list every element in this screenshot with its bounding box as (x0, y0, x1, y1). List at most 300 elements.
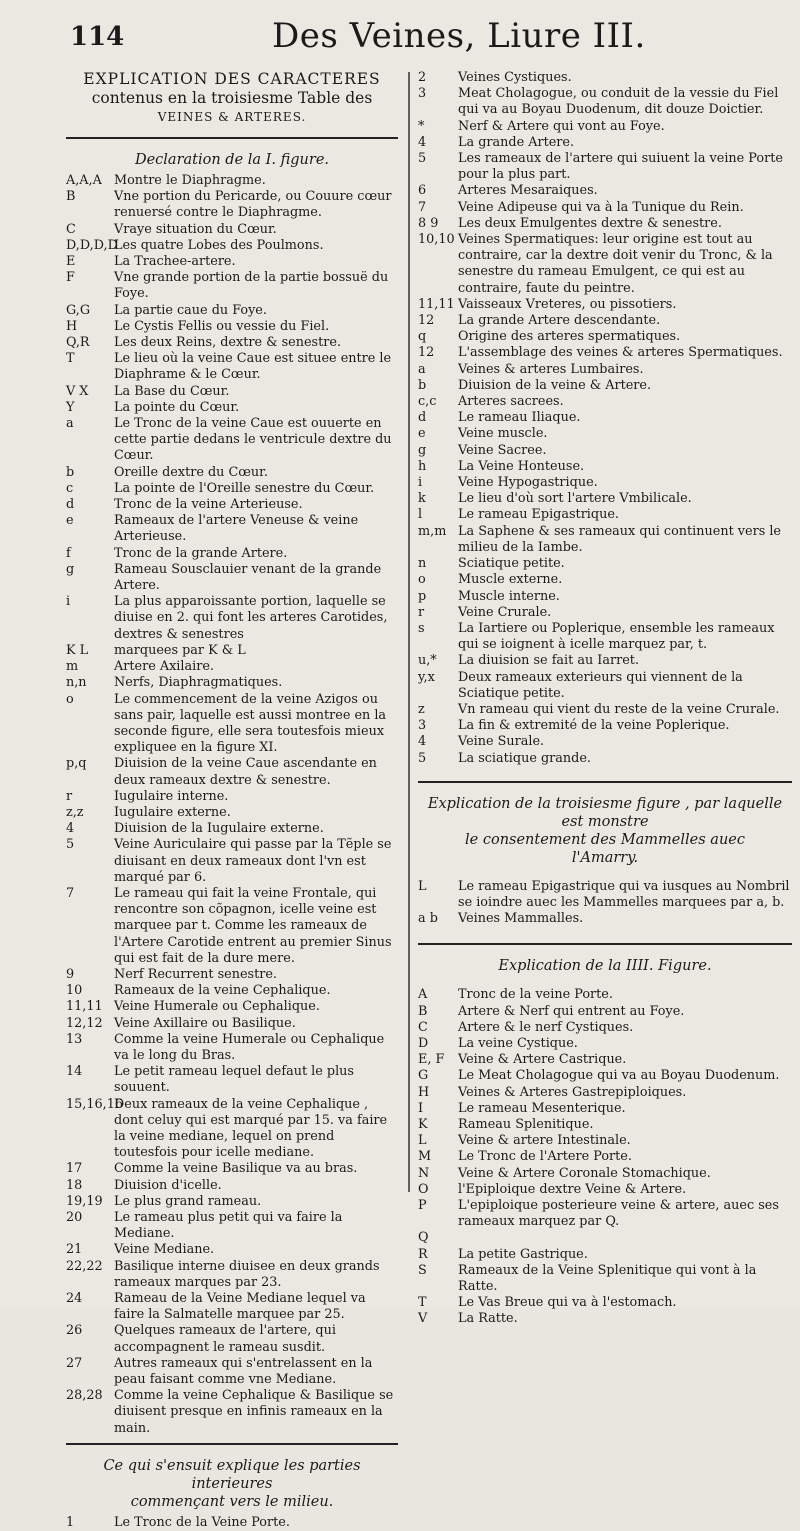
divider-rule (66, 137, 398, 139)
entry-text: Le Cystis Fellis ou vessie du Fiel. (114, 318, 330, 334)
entry-key: Q,R (66, 335, 90, 351)
entry-text: Veine Crurale. (458, 604, 552, 620)
entry-text: Vn rameau qui vient du reste de la veine Crurale. (458, 701, 780, 717)
entry-row (418, 443, 792, 459)
entry-row (418, 987, 792, 1003)
entry-text: Le rameau Iliaque. (458, 410, 581, 426)
entry-key: 4 (418, 134, 427, 150)
entry-row (418, 200, 792, 216)
entry-text: l'Epiploique dextre Veine & Artere. (458, 1181, 687, 1197)
entry-row (66, 562, 398, 594)
entry-text: Vaisseaux Vreteres, ou pissotiers. (458, 296, 677, 312)
entry-row (418, 1149, 792, 1165)
entry-key: 6 (418, 183, 427, 199)
entry-text: La grande Artere descendante. (458, 313, 661, 329)
entry-row (66, 1097, 398, 1162)
entry-text: Veine Humerale ou Cephalique. (114, 999, 320, 1015)
entry-key: c,c (418, 394, 437, 410)
entry-text: Deux rameaux exterieurs qui viennent de la Sciatique petite. (458, 669, 743, 701)
entry-row (66, 1259, 398, 1291)
entry-row (418, 1036, 792, 1052)
entry-text: Diuision de la Iugulaire externe. (114, 821, 324, 837)
entry-row (418, 621, 792, 653)
entry-row (66, 335, 398, 351)
entry-text: Veine Adipeuse qui va à la Tunique du Rein. (458, 199, 744, 215)
entry-key: 1 (66, 1514, 75, 1530)
entry-key: r (66, 788, 73, 804)
right-column (418, 70, 792, 1328)
entry-key: l (418, 507, 423, 523)
divider-rule (418, 943, 792, 945)
entry-key: M (418, 1149, 432, 1165)
entry-row (66, 1210, 398, 1242)
entry-row (418, 232, 792, 297)
entry-key: p (418, 588, 427, 604)
entry-text: Les deux Reins, dextre & senestre. (114, 335, 342, 351)
entry-row (418, 670, 792, 702)
entry-key: O (418, 1181, 429, 1197)
entry-key: P (418, 1197, 427, 1213)
entry-row (418, 345, 792, 361)
entry-row (66, 1194, 398, 1210)
entry-row (418, 1247, 792, 1263)
entry-key: D,D,D,D (66, 237, 118, 253)
entry-key: o (66, 691, 74, 707)
entry-key: i (66, 594, 71, 610)
entry-key: 11,11 (66, 999, 103, 1015)
entry-key: 12 (418, 345, 435, 361)
entry-key: 15,16,16 (66, 1096, 123, 1112)
entry-text: Comme la veine Humerale ou Cephalique va le long du Bras. (114, 1031, 385, 1063)
entry-key: T (66, 351, 75, 367)
entry-text: Veines & arteres Lumbaires. (458, 361, 644, 377)
entry-row (66, 546, 398, 562)
entry-text: Veine & Artere Coronale Stomachique. (458, 1165, 711, 1181)
entry-key: 10,10 (418, 232, 455, 248)
entry-text: Deux rameaux de la veine Cephalique , dont celuy qui est marqué par 15. va faire la veine mediane, lequel on prend toutesfois pour icelle mediane. (114, 1096, 388, 1161)
entry-text: Veine & Artere Castrique. (458, 1052, 627, 1068)
entry-key: 7 (66, 885, 75, 901)
entry-row (418, 1182, 792, 1198)
entry-key: z (418, 701, 425, 717)
entry-key: Q (418, 1230, 429, 1246)
entry-row (66, 805, 398, 821)
entry-text: Rameau Sousclauier venant de la grande Artere. (114, 561, 382, 594)
entry-row (66, 173, 398, 189)
entry-text: La plus apparoissante portion, laquelle se diuise en 2. qui font les arteres Carotides, dextres & senestres (114, 594, 388, 642)
section-title-line: Ce qui s'ensuit explique les parties interieures (103, 1457, 361, 1492)
entry-row (418, 702, 792, 718)
heading-line: EXPLICATION DES CARACTERES (83, 70, 381, 88)
entry-row (418, 605, 792, 621)
entry-key: d (66, 497, 75, 513)
entry-row (66, 675, 398, 691)
entry-text: La pointe du Cœur. (114, 399, 240, 415)
entry-text: marquees par K & L (114, 642, 246, 658)
entry-text: Le rameau plus petit qui va faire la Mediane. (114, 1210, 343, 1242)
entry-text: Veine muscle. (458, 426, 548, 442)
entry-text: Veine Mediane. (114, 1242, 215, 1258)
entry-key: G,G (66, 302, 91, 318)
entry-text: Les deux Emulgentes dextre & senestre. (458, 215, 722, 231)
entry-text: Le Tronc de la Veine Porte. (114, 1514, 290, 1530)
entry-list (66, 1515, 398, 1531)
entry-row (418, 394, 792, 410)
entry-row (418, 216, 792, 232)
entry-key: 27 (66, 1355, 83, 1371)
entry-text: Les rameaux de l'artere qui suiuent la veine Porte pour la plus part. (458, 151, 783, 183)
entry-row (418, 734, 792, 750)
section-title-line: Explication de la troisiesme figure , par laquelle est monstre (427, 795, 783, 830)
entry-text: Veine Surale. (458, 734, 545, 750)
entry-key: C (66, 221, 76, 237)
entry-text: Tronc de la veine Arterieuse. (114, 497, 303, 513)
entry-text: Veines & Arteres Gastrepiploiques. (458, 1084, 687, 1100)
entry-row (418, 86, 792, 118)
entry-text: Artere Axilaire. (114, 659, 214, 675)
section-title (66, 1457, 398, 1511)
entry-key: 4 (66, 821, 75, 837)
entry-row (418, 572, 792, 588)
entry-row (66, 270, 398, 302)
entry-row (418, 362, 792, 378)
entry-row (418, 1166, 792, 1182)
entry-key: 4 (418, 734, 427, 750)
entry-row (418, 313, 792, 329)
entry-list (66, 173, 398, 1437)
entry-row (66, 1016, 398, 1032)
entry-row (66, 416, 398, 465)
entry-text: La partie caue du Foye. (114, 302, 267, 318)
entry-key: K L (66, 642, 89, 658)
entry-text: Origine des arteres spermatiques. (458, 329, 681, 345)
entry-key: k (418, 491, 426, 507)
entry-text: Iugulaire interne. (114, 788, 229, 804)
entry-row (66, 1161, 398, 1177)
section-title-line: le consentement des Mammelles auec (465, 831, 745, 848)
entry-text: Le lieu d'où sort l'artere Vmbilicale. (458, 491, 692, 507)
entry-row (418, 1085, 792, 1101)
entry-key: g (66, 561, 75, 577)
running-head: Des Veines, Liure III. (272, 16, 646, 56)
entry-text: Le Vas Breue qui va à l'estomach. (458, 1295, 677, 1311)
entry-text: Montre le Diaphragme. (114, 173, 266, 188)
entry-key: N (418, 1165, 430, 1181)
entry-row (418, 1004, 792, 1020)
entry-text: Le Meat Cholagogue qui va au Boyau Duodenum. (458, 1068, 780, 1084)
entry-text: Autres rameaux qui s'entrelassent en la peau faisant comme vne Mediane. (114, 1355, 373, 1388)
entry-key: K (418, 1116, 428, 1132)
entry-text: La grande Artere. (458, 134, 575, 150)
entry-key: d (418, 410, 427, 426)
entry-key: E, F (418, 1052, 445, 1068)
entry-text: Veine Auriculaire qui passe par la Tẽple se diuisant en deux rameaux dont l'vn est marqué par 6. (114, 837, 392, 885)
entry-row (418, 410, 792, 426)
entry-text: Le plus grand rameau. (114, 1193, 262, 1209)
entry-key: e (66, 513, 74, 529)
section-title-line: l'Amarry. (571, 849, 639, 866)
entry-key: 3 (418, 86, 427, 102)
entry-text: Vraye situation du Cœur. (114, 221, 277, 237)
entry-text (458, 1230, 792, 1246)
entry-text: Diuision de la veine & Artere. (458, 377, 652, 393)
entry-key: * (418, 118, 425, 134)
entry-row (66, 1064, 398, 1096)
entry-row (66, 384, 398, 400)
entry-row (66, 319, 398, 335)
entry-row (418, 119, 792, 135)
entry-key: a (66, 416, 74, 432)
entry-key: 5 (418, 750, 427, 766)
entry-row (418, 1295, 792, 1311)
entry-key: p,q (66, 756, 87, 772)
entry-row (66, 789, 398, 805)
entry-key: 28,28 (66, 1388, 103, 1404)
entry-text: L'assemblage des veines & arteres Spermatiques. (458, 345, 783, 361)
divider-rule (418, 781, 792, 783)
entry-text: Le Tronc de la veine Caue est ouuerte en cette partie dedans le ventricule dextre du Cœur. (114, 416, 392, 464)
entry-text: La sciatique grande. (458, 750, 591, 766)
entry-row (418, 556, 792, 572)
entry-key: g (418, 442, 427, 458)
entry-row (66, 1515, 398, 1531)
entry-row (66, 222, 398, 238)
entry-row (418, 718, 792, 734)
entry-key: F (66, 270, 75, 286)
entry-row (418, 70, 792, 86)
entry-key: R (418, 1246, 428, 1262)
entry-text: Veines Mammalles. (458, 911, 584, 927)
entry-text: La Saphene & ses rameaux qui continuent vers le milieu de la Iambe. (458, 523, 781, 555)
entry-key: z,z (66, 804, 84, 820)
entry-key: 19,19 (66, 1193, 103, 1209)
entry-row (418, 1133, 792, 1149)
entry-key: V X (66, 383, 89, 399)
entry-key: e (418, 426, 426, 442)
entry-row (418, 524, 792, 556)
entry-text: Veine Hypogastrique. (458, 475, 598, 491)
entry-key: 12 (418, 313, 435, 329)
entry-key: r (418, 604, 425, 620)
entry-key: D (418, 1035, 429, 1051)
entry-row (66, 659, 398, 675)
entry-key: y,x (418, 669, 435, 685)
entry-text: Rameau Splenitique. (458, 1116, 594, 1132)
left-column (66, 70, 398, 1531)
entry-text: Tronc de la veine Porte. (458, 987, 613, 1003)
entry-row (418, 1101, 792, 1117)
entry-key: h (418, 458, 427, 474)
entry-row (418, 751, 792, 767)
entry-row (418, 183, 792, 199)
heading-line: contenus en la troisiesme Table des (91, 89, 373, 107)
entry-key: 8 9 (418, 215, 439, 231)
entry-key: H (66, 318, 78, 334)
entry-text: Le Tronc de l'Artere Porte. (458, 1149, 632, 1165)
entry-key: 11,11 (418, 296, 455, 312)
heading-line: VEINES & ARTERES. (157, 110, 307, 124)
entry-row (418, 879, 792, 911)
entry-key: 7 (418, 199, 427, 215)
entry-list (418, 879, 792, 928)
entry-text: Veines Cystiques. (458, 70, 572, 85)
entry-row (418, 1263, 792, 1295)
entry-text: Diuision de la veine Caue ascendante en deux rameaux dextre & senestre. (114, 756, 377, 788)
entry-key: 5 (66, 837, 75, 853)
entry-text: Veine Axillaire ou Basilique. (114, 1015, 296, 1031)
entry-text: Le commencement de la veine Azigos ou sans pair, laquelle est aussi montree en la seconde figure, elle sera toutesfois mieux expliquee en la figure XI. (114, 691, 387, 756)
entry-key: 3 (418, 718, 427, 734)
entry-row (66, 351, 398, 383)
entry-row (66, 692, 398, 757)
entry-row (418, 507, 792, 523)
entry-text: Nerf & Artere qui vont au Foye. (458, 118, 665, 134)
entry-text: Artere & le nerf Cystiques. (458, 1019, 634, 1035)
entry-text: La pointe de l'Oreille senestre du Cœur. (114, 480, 375, 496)
entry-row (66, 1388, 398, 1437)
entry-row (418, 1117, 792, 1133)
entry-text: La diuision se fait au Iarret. (458, 653, 640, 669)
entry-text: Le rameau Epigastrique. (458, 507, 619, 523)
entry-text: La petite Gastrique. (458, 1246, 588, 1262)
entry-row (418, 297, 792, 313)
entry-key: 24 (66, 1291, 83, 1307)
entry-key: H (418, 1084, 430, 1100)
entry-key: 22,22 (66, 1258, 103, 1274)
entry-text: La Iartiere ou Poplerique, ensemble les rameaux qui se ioignent à icelle marquez par, t. (458, 620, 775, 653)
entry-row (66, 756, 398, 788)
entry-row (418, 426, 792, 442)
entry-key: f (66, 545, 71, 561)
entry-row (418, 1020, 792, 1036)
entry-row (66, 1323, 398, 1355)
entry-row (66, 1356, 398, 1388)
entry-key: b (418, 377, 427, 393)
entry-key: B (66, 189, 76, 205)
entry-text: Veines Spermatiques: leur origine est tout au contraire, car la dextre doit venir du Tronc, & la senestre du rameau Emulgent, ce qui est au contraire, faute du peintre. (458, 232, 773, 296)
entry-text: Nerfs, Diaphragmatiques. (114, 675, 283, 691)
entry-row (66, 594, 398, 643)
entry-row (66, 497, 398, 513)
entry-key: 2 (418, 70, 427, 85)
entry-text: Artere & Nerf qui entrent au Foye. (458, 1003, 685, 1019)
entry-key: 20 (66, 1210, 83, 1225)
entry-row (418, 329, 792, 345)
page-number: 114 (70, 22, 125, 52)
entry-key: 26 (66, 1323, 83, 1339)
entry-key: i (418, 475, 423, 491)
entry-list (418, 987, 792, 1327)
entry-text: Comme la veine Cephalique & Basilique se diuisent presque en infinis rameaux en la main. (114, 1388, 394, 1436)
entry-list (418, 70, 792, 767)
entry-key: 10 (66, 983, 83, 999)
entry-text: Veine Sacree. (458, 442, 547, 458)
entry-key: E (66, 254, 76, 270)
entry-key: c (66, 480, 74, 496)
entry-row (66, 1242, 398, 1258)
entry-row (66, 513, 398, 545)
entry-text: Oreille dextre du Cœur. (114, 464, 268, 480)
entry-text: Le rameau Mesenterique. (458, 1100, 626, 1116)
entry-row (66, 983, 398, 999)
entry-row (418, 378, 792, 394)
entry-key: T (418, 1295, 427, 1311)
entry-row (418, 1198, 792, 1230)
entry-row (418, 459, 792, 475)
section-title: Explication de la IIII. Figure. (498, 958, 712, 975)
entry-row (418, 911, 792, 927)
entry-text: Rameaux de la Veine Splenitique qui vont à la Ratte. (458, 1262, 757, 1294)
entry-text: Arteres Mesaraiques. (458, 183, 598, 199)
entry-row (66, 465, 398, 481)
entry-text: Comme la veine Basilique va au bras. (114, 1161, 358, 1177)
entry-text: Arteres sacrees. (458, 394, 564, 410)
entry-row (66, 837, 398, 886)
entry-key: 5 (418, 151, 427, 167)
entry-key: S (418, 1262, 427, 1278)
entry-key: C (418, 1019, 428, 1035)
entry-key: I (418, 1100, 424, 1116)
entry-text: Muscle interne. (458, 588, 560, 604)
entry-key: 14 (66, 1064, 83, 1080)
entry-key: 9 (66, 966, 75, 982)
entry-key: 17 (66, 1161, 83, 1177)
section-title: Declaration de la I. figure. (134, 152, 330, 168)
entry-text: Le rameau Epigastrique qui va iusques au Nombril se ioindre auec les Mammelles marquees par a, b. (458, 878, 790, 910)
entry-text: Iugulaire externe. (114, 804, 231, 820)
entry-row (66, 238, 398, 254)
entry-key: a (418, 361, 426, 377)
entry-key: b (66, 464, 75, 480)
entry-text: Quelques rameaux de l'artere, qui accompagnent le rameau susdit. (114, 1323, 336, 1355)
entry-key: a b (418, 911, 438, 927)
entry-text: Vne grande portion de la partie bossuë du Foye. (114, 270, 389, 302)
entry-key: n (418, 556, 427, 572)
entry-row (66, 254, 398, 270)
entry-text: La Ratte. (458, 1311, 518, 1327)
entry-key: o (418, 572, 426, 588)
entry-text: L'epiploique posterieure veine & artere, auec ses rameaux marquez par Q. (458, 1197, 779, 1230)
entry-key: 18 (66, 1177, 83, 1193)
entry-text: Diuision d'icelle. (114, 1177, 222, 1193)
entry-text: Sciatique petite. (458, 556, 565, 572)
entry-row (66, 1178, 398, 1194)
entry-text: Le lieu où la veine Caue est situee entre le Diaphrame & le Cœur. (114, 351, 392, 383)
entry-text: Les quatre Lobes des Poulmons. (114, 237, 324, 253)
entry-row (66, 400, 398, 416)
entry-text: Le rameau qui fait la veine Frontale, qui rencontre son cõpagnon, icelle veine est marquee par t. Comme les rameaux de l'Artere Carotide entrent au premier Sinus qui est fait de la dure mere. (114, 885, 392, 966)
entry-text: Vne portion du Pericarde, ou Couure cœur renuersé contre le Diaphragme. (114, 189, 392, 221)
entry-row (418, 1068, 792, 1084)
column-divider (408, 72, 410, 1192)
entry-key: A (418, 987, 428, 1003)
entry-row (66, 967, 398, 983)
entry-text: Meat Cholagogue, ou conduit de la vessie du Fiel qui va au Boyau Duodenum, dit douze Doictier. (458, 86, 779, 118)
entry-key: Y (66, 399, 75, 415)
entry-row (66, 1291, 398, 1323)
entry-row (418, 491, 792, 507)
entry-text: Rameau de la Veine Mediane lequel va faire la Salmatelle marquee par 25. (114, 1291, 366, 1323)
entry-row (66, 481, 398, 497)
entry-text: Nerf Recurrent senestre. (114, 966, 277, 982)
entry-row (418, 1230, 792, 1246)
entry-row (418, 1052, 792, 1068)
left-heading (66, 70, 398, 127)
entry-row (66, 189, 398, 221)
section-title (418, 795, 792, 867)
entry-row (66, 643, 398, 659)
entry-text: Le petit rameau lequel defaut le plus souuent. (114, 1064, 354, 1096)
